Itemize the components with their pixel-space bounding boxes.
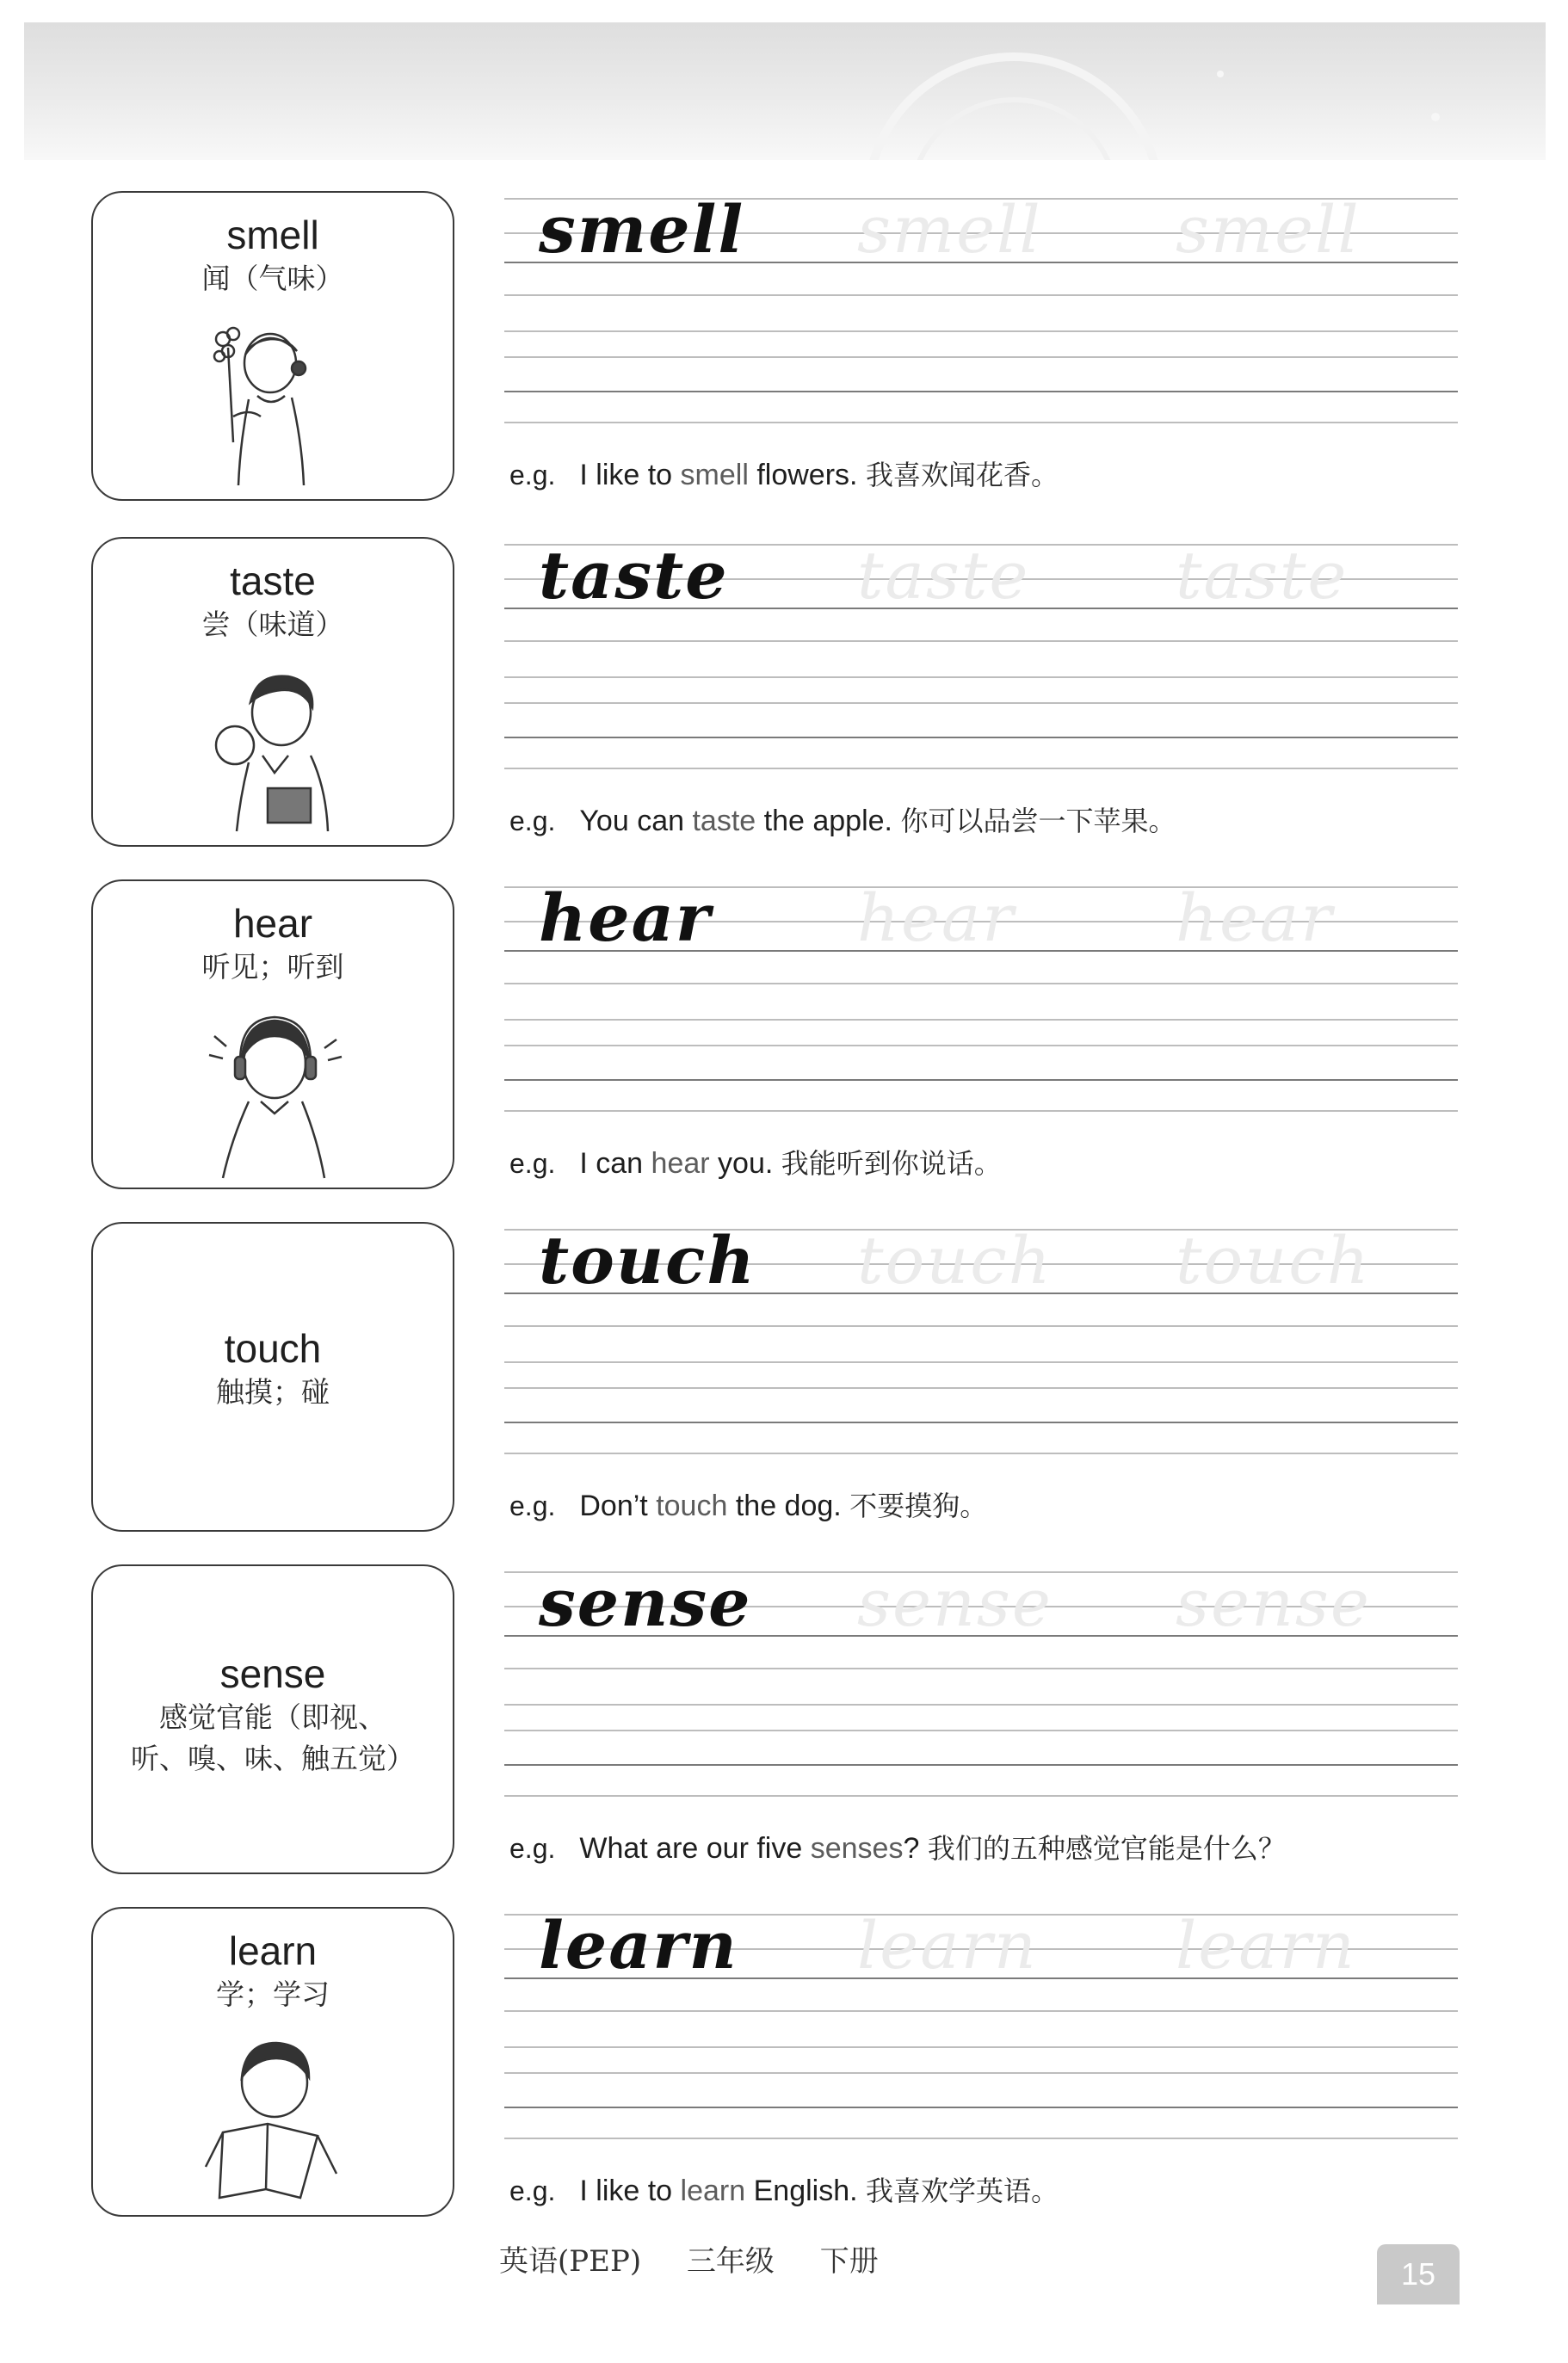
example-label: e.g. bbox=[509, 1148, 556, 1179]
handwriting-model-word: touch bbox=[539, 1222, 756, 1299]
tracing-ghost-word: learn bbox=[1176, 1907, 1356, 1984]
handwriting-model-word: smell bbox=[539, 191, 745, 268]
example-keyword: smell bbox=[680, 459, 749, 491]
vocab-entry-learn bbox=[0, 1907, 1568, 2221]
handwriting-model-word: sense bbox=[539, 1564, 752, 1641]
example-text-after: the dog. bbox=[727, 1490, 842, 1522]
footer-subject: 英语(PEP) bbox=[499, 2244, 642, 2279]
vocab-entry-hear bbox=[0, 879, 1568, 1194]
word-chinese: 感觉官能（即视、 听、嗅、味、触五觉） bbox=[131, 1700, 415, 1775]
handwriting-model-word: taste bbox=[539, 537, 729, 614]
vocab-entry-sense bbox=[0, 1564, 1568, 1879]
example-label: e.g. bbox=[509, 1833, 556, 1864]
page-number-tab: 15 bbox=[1377, 2244, 1460, 2304]
word-chinese: 尝（味道） bbox=[201, 608, 344, 641]
word-english: hear bbox=[232, 901, 313, 946]
word-card bbox=[91, 191, 454, 501]
example-keyword: senses bbox=[810, 1832, 904, 1865]
example-text-before: I can bbox=[579, 1147, 651, 1180]
example-chinese: 我喜欢学英语。 bbox=[866, 2175, 1059, 2207]
tracing-ghost-word: taste bbox=[1176, 537, 1349, 614]
vocab-entry-taste bbox=[0, 537, 1568, 851]
word-chinese: 闻（气味） bbox=[201, 262, 344, 295]
example-text-after: ? bbox=[903, 1832, 920, 1865]
boy-tasting-apple-illustration bbox=[188, 659, 361, 840]
girl-wearing-headphones-illustration bbox=[188, 1002, 361, 1182]
example-text-before: Don’t bbox=[579, 1490, 657, 1522]
example-chinese: 我能听到你说话。 bbox=[781, 1147, 1002, 1180]
example-text-before: I like to bbox=[579, 2175, 681, 2207]
word-english: smell bbox=[226, 213, 319, 257]
example-sentence bbox=[509, 1823, 1286, 1874]
tracing-ghost-word: touch bbox=[857, 1222, 1053, 1299]
handwriting-model-word: hear bbox=[539, 879, 712, 956]
example-sentence bbox=[509, 449, 1059, 501]
example-keyword: touch bbox=[656, 1490, 728, 1522]
example-text-before: I like to bbox=[579, 459, 681, 491]
header-band bbox=[24, 22, 1546, 160]
word-chinese: 听见；听到 bbox=[201, 950, 344, 984]
handwriting-lines bbox=[504, 537, 1458, 787]
handwriting-model-word: learn bbox=[539, 1907, 738, 1984]
example-text-before: What are our five bbox=[579, 1832, 811, 1865]
example-chinese: 我们的五种感觉官能是什么？ bbox=[927, 1832, 1286, 1865]
footer-grade: 三年级 bbox=[686, 2244, 775, 2279]
word-card bbox=[91, 879, 454, 1189]
tracing-ghost-word: learn bbox=[857, 1907, 1038, 1984]
tracing-ghost-word: smell bbox=[857, 191, 1042, 268]
example-sentence bbox=[509, 1138, 1002, 1189]
tracing-ghost-word: hear bbox=[1176, 879, 1334, 956]
word-chinese: 触摸；碰 bbox=[216, 1375, 330, 1409]
handwriting-lines bbox=[504, 879, 1458, 1129]
tracing-ghost-word: hear bbox=[857, 879, 1015, 956]
handwriting-lines bbox=[504, 1907, 1458, 2156]
tracing-ghost-word: sense bbox=[1176, 1564, 1371, 1641]
footer-volume: 下册 bbox=[819, 2244, 879, 2279]
example-chinese: 我喜欢闻花香。 bbox=[865, 459, 1059, 491]
tracing-ghost-word: sense bbox=[857, 1564, 1053, 1641]
example-text-after: English. bbox=[745, 2175, 858, 2207]
boy-reading-book-illustration bbox=[188, 2029, 361, 2210]
example-text-after: you. bbox=[709, 1147, 774, 1180]
example-text-before: You can bbox=[579, 805, 693, 837]
word-card bbox=[91, 1564, 454, 1874]
vocab-entry-touch bbox=[0, 1222, 1568, 1536]
example-label: e.g. bbox=[509, 2175, 556, 2206]
tracing-ghost-word: touch bbox=[1176, 1222, 1371, 1299]
example-sentence bbox=[509, 795, 1176, 847]
tracing-ghost-word: smell bbox=[1176, 191, 1361, 268]
example-chinese: 你可以品尝一下苹果。 bbox=[900, 805, 1176, 837]
header-decoration bbox=[24, 22, 1546, 160]
example-keyword: learn bbox=[680, 2175, 746, 2207]
example-label: e.g. bbox=[509, 805, 556, 836]
word-english: taste bbox=[230, 558, 316, 603]
word-english: learn bbox=[228, 1928, 318, 1973]
word-chinese: 学；学习 bbox=[216, 1977, 330, 2011]
handwriting-lines bbox=[504, 191, 1458, 441]
word-card bbox=[91, 1907, 454, 2217]
word-card bbox=[91, 537, 454, 847]
example-label: e.g. bbox=[509, 460, 556, 490]
vocab-entry-smell bbox=[0, 191, 1568, 505]
example-keyword: hear bbox=[651, 1147, 710, 1180]
example-chinese: 不要摸狗。 bbox=[849, 1490, 988, 1522]
word-english: touch bbox=[224, 1326, 322, 1371]
handwriting-lines bbox=[504, 1222, 1458, 1471]
example-sentence bbox=[509, 1480, 987, 1532]
example-keyword: taste bbox=[692, 805, 756, 837]
girl-smelling-flowers-illustration bbox=[188, 313, 361, 494]
example-text-after: flowers. bbox=[748, 459, 858, 491]
handwriting-lines bbox=[504, 1564, 1458, 1814]
word-card bbox=[91, 1222, 454, 1532]
example-label: e.g. bbox=[509, 1490, 556, 1521]
tracing-ghost-word: taste bbox=[857, 537, 1030, 614]
example-text-after: the apple. bbox=[756, 805, 892, 837]
example-sentence bbox=[509, 2165, 1059, 2217]
word-english: sense bbox=[219, 1651, 326, 1696]
page-footer bbox=[499, 2237, 915, 2280]
